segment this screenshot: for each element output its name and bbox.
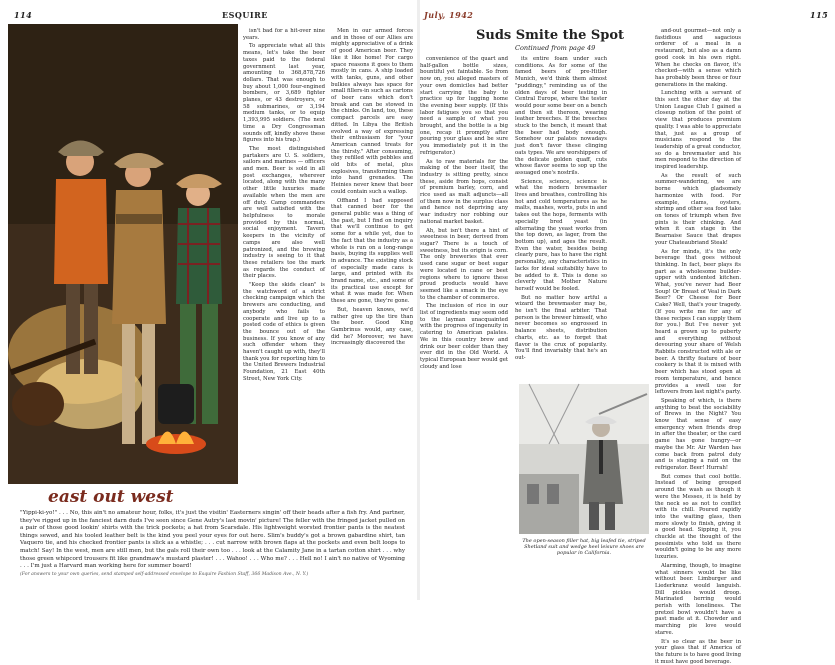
article-paragraph: Ah, but isn't there a hint of sweetness in beer, derived from sugar? There is a touch of sweetness, but its origin is corn. The only breweries that ever used cane sugar or beet sugar were located in cane or beet regions where to ignore these proud products would have seemed like a smack in the eye to the chamber of commerce. <box>420 227 508 301</box>
right-page-number: 115 <box>810 10 829 20</box>
fashion-photo <box>519 384 649 534</box>
article-paragraph: Alarming, though, to imagine what sinners would be like without beer. Limburger and Liederkranz would languish. Dill pickles would droop. Marinated herring would perish with loneliness. The pretzel bowl wouldn't have a past made at it. Chowder and marching pie love would starve. <box>655 562 741 636</box>
article-paragraph: The most distinguished partakers are U. S. soldiers, sailors and marines — officers and men. Beer is sold in all post exchanges, wherever located, along with the many other little luxuries made available when the men are off duty. Camp commanders are well satisfied with the helpfulness to morale provided by this normal, social enjoyment. Tavern keepers in the vicinity of camps are also well patronized, and the brewing industry is seeing to it that these retailers toe the mark as regards the conduct of their places. <box>243 145 325 280</box>
article-paragraph: To appreciate what all this means, let's take the beer taxes paid to the federal government last year, amounting to 368,878,726 dollars. That was enough to buy about 1,000 four-engined bombers, or 3,689 fighter planes, or 43 destroyers, or 58 submarines, or 3,194 medium tanks, or to equip 1,393,995 soldiers. (The next time a Dry Congressman sounds off, kindly shove these figures into his trap.) <box>243 43 325 144</box>
article-paragraph: As for minds, it's the only beverage that goes without thinking. In fact, beer plays its part as a wholesome builder-upper with undented kitchen. What, you've never had Beer Soup! Or Breast of Veal in Dark Beer? Or Cheese for Beer Cake? Well, that's your tragedy. (If you write me for any of these recipes I can supply them for you.) But I've never yet heard a grown up to puberty and everything without devouring your share of Welsh Rabbits constructed with ale or beer. A thrifty feature of beer cookery is that it is mixed with beer which has stood open at room temperature, and hence provides a swell use for leftovers from last night's party. <box>655 248 742 396</box>
article-column-2 <box>331 28 413 486</box>
article-column-1 <box>243 28 325 486</box>
article-paragraph: But comes that cool bottle. Instead of being grouped around the wash as though it were the Messes, it is held by the neck so as not to conflict with its chill. Poured rapidly into the waiting glass, then more slowly to finish, giving it a good head. Sipping it, you chuckle at the thought of the pessimists who told us there wouldn't going to be any more luxuries. <box>655 473 741 561</box>
magazine-name: ESQUIRE <box>222 10 268 20</box>
article-column-5 <box>655 28 742 665</box>
article-paragraph: But no matter how artful a wizard the brewmaster may be, he isn't the final arbiter. That person is the brewer himself, who never becomes so engrossed in balance sheets, distribution charts, etc. as to forget that flavor is the crux of popularity. You'll find invariably that he's an out- <box>515 294 607 361</box>
caption-title: east out west <box>48 487 174 507</box>
article-paragraph: its entire foam under such conditions. As for some of the famed beers of pre-Hitler Munich, we'd think them almost "puddingy," reminding us of the olden days of beer testing in Central Europe, where the tester would pour some beer on a bench and then sit thereon, wearing leather breeches. If the breeches stuck to the bench, it meant that the beer had body enough. Somehow our palates nowadays just don't favor these clinging oats types. We are worshippers of the delicate golden quaff, cuts whose flavor seems to sop up the assuaged one's nostrils. <box>515 56 607 176</box>
article-paragraph: It's so clear as the beer in your glass that if America of the future is to have good living it must have good beverage. <box>655 638 741 665</box>
article-paragraph: Speaking of which, is there anything to beat the sociability of Brews in the Night? You know that sense of easy emergency when friends drop in after the theater, or the card game has gone hungry—or maybe the Mr. Air Warden has come back from patrol duty and is staging a raid on the refrigerator. Beer! Hurrah! <box>655 397 741 471</box>
issue-date: July, 1942 <box>424 10 474 20</box>
left-page <box>0 0 418 600</box>
article-paragraph: Lunching with a servant of this sect the other day at the Union League Club I gained a closeup notion of the point of view that produces premium quality. I was able to appreciate that, just as a group of musicians respond to the leadership of a great conductor, so do a brewmaster and his men respond to the direction of inspired leadership. <box>655 90 741 171</box>
article-paragraph: convenience of the quart and half-gallon bottle sizes, bountiful yet faintable. So from now on, you alleged masters of your own domiciles had better start carrying the baby to practice up for lugging home the evening beer supply. (If this labor fatigues you so that you need a sample of what you brought, and the bottle is a big one, recap it promptly after pouring your glass and be sure you immediately put it in the refrigerator.) <box>420 56 508 156</box>
western-cowboys-illustration <box>8 24 238 484</box>
article-paragraph: Men in our armed forces and in those of our Allies are mighty appreciative of a drink of good American beer. They like it like home! For cargo space reasons it goes to them mostly in cans. A ship loaded with tanks, guns, and other bulkies always has space for small fillers-in such as cartons of beer cans which don't break and can be stowed in the chinks. On land, too, these compact parcels are easy ditted. In Libya the British evolved a way of expressing their enthusiasm for "your American canned treats for the thirsty." After consuming, they refilled with pebbles and old bits of metal, plus explosives, transforming them into hand grenades. The Heinies never knew that beer could contain such a wallop. <box>331 28 413 195</box>
article-paragraph: Offhand I had supposed that canned beer for the general public was a thing of the past, but I find on inquiry that we'll continue to get some for a while yet, due to the fact that the industry as a whole is run on a long-range basis, buying its supplies well in advance. The existing stock of especially made cans is large, and printed with its brand name, etc., and some of its practical use except for what it was made for. When these are gone, they're gone. <box>331 197 413 305</box>
article-title: Suds Smite the Spot <box>476 28 625 43</box>
caption-credit: (For answers to your own queries, send stamped self-addressed envelope to Esquire Fashion Staff, 366 Madison Ave., N. Y.) <box>20 572 309 577</box>
article-paragraph: Science, science, science is what the modern brewmaster lives and breathes, controlling his hot and cold temperatures as he malts, mashes, worts, puts in and takes out the hops, ferments with specially bred yeast (in alternating the yeast works from the top down, as lager, from the bottom up), and ages the result. Even the water, besides being clearly pure, has to have the right personality, any characteristics in lacks for ideal suitability have to be added to it. This is done so cleverly that Mother Nature herself would be fooled. <box>515 178 607 292</box>
article-column-4 <box>515 56 607 374</box>
article-continued: Continued from page 49 <box>515 44 596 52</box>
photo-caption: The open-season filler hat, big leafed tie, striped Shetland suit and wedge heel leisure shoes are popular in California. <box>522 538 646 557</box>
caption-body: "Yippi-ki-yo!" . . . No, this ain't no amateur hour, folks, it's just the visitin' Easterners singin' off their heads after a fish fry. And partner, they've rigged up in the fanciest darn duds I've seen since Gene Autry's last movin' picture! The feller with the fringed jacket pulled on a pair of those good lookin' shirts with the trick pockets; a hat from Scarsdale. His lightweight worsted frontier pants is the neatest things sewed, and his tooled leather belt is the kind you peel your eyes for out here. Slim's buddy's got a brown gabardine shirt, tan Vaquero tie, and his checked frontier pants is slick as a whistle; . . . cut narrow with brown flaps at the pockets and even belt loops to match! Say! In the west, men are still men, but the gals roll their own too . . . look at the Calamity Jane in a tartan cotton shirt . . . why those green whipcord trousers fit like grandmaw's mustard plaster! . . . Wahoo! . . . Who me? . . . Hell no! I ain't no native of Wyoming . . . I'm just a Harvard man working here for summer board! <box>20 510 405 570</box>
article-paragraph: The inclusion of rice in our list of ingredients may seem odd to the layman unacquainted with the progress of ingenuity in catering to American palates. We in this country brew and drink our beer colder than they ever did in the Old World. A typical European beer would get cloudy and lose <box>420 303 508 370</box>
article-paragraph: But, heaven knows, we'd rather give up the tire than the beer. Good King Gambrinus would, any case, did he? Moreover, we have increasingly discovered the <box>331 306 413 347</box>
left-page-number: 114 <box>14 10 33 20</box>
article-paragraph: As to raw materials for the making of the beer itself, the industry is sitting pretty, since these, aside from hops, consist of premium barley, corn, and rice used as malt adjuncts—all of them now in the surplus class and hence not depriving any war industry nor robbing our national market basket. <box>420 158 508 225</box>
article-paragraph: As the result of such summer-wandering, we are borne which gladsomely harmonize with food. For example, clams, oysters, shrimp and other sea food take on tones of triumph when five pints is their chinking. And when it can stage in the Bearnaise Sauce that drapes your Chateaubriand Steak! <box>655 172 741 246</box>
article-paragraph: "Keep the skids clean" is the watchword of a strict checking campaign which the brewers are conducting, and anybody who fails to cooperate and live up to a posted code of ethics is given the bounce out of the business. If you know of any such offender whom they haven't caught up with, they'll thank you for reporting him to the United Brewers Industrial Foundation, 21 East 40th Street, New York City. <box>243 282 325 382</box>
article-paragraph: isn't bad for a hit-over nine years. <box>243 28 325 41</box>
article-column-3 <box>420 56 508 576</box>
article-paragraph: and-out gourmet—not only a fastidious and sagacious orderer of a meal in a restaurant, but also as a damn good cook in his own right. When he checks on flavor, it's checked—with a sense which has probably been three or four generations in the making. <box>655 28 741 88</box>
